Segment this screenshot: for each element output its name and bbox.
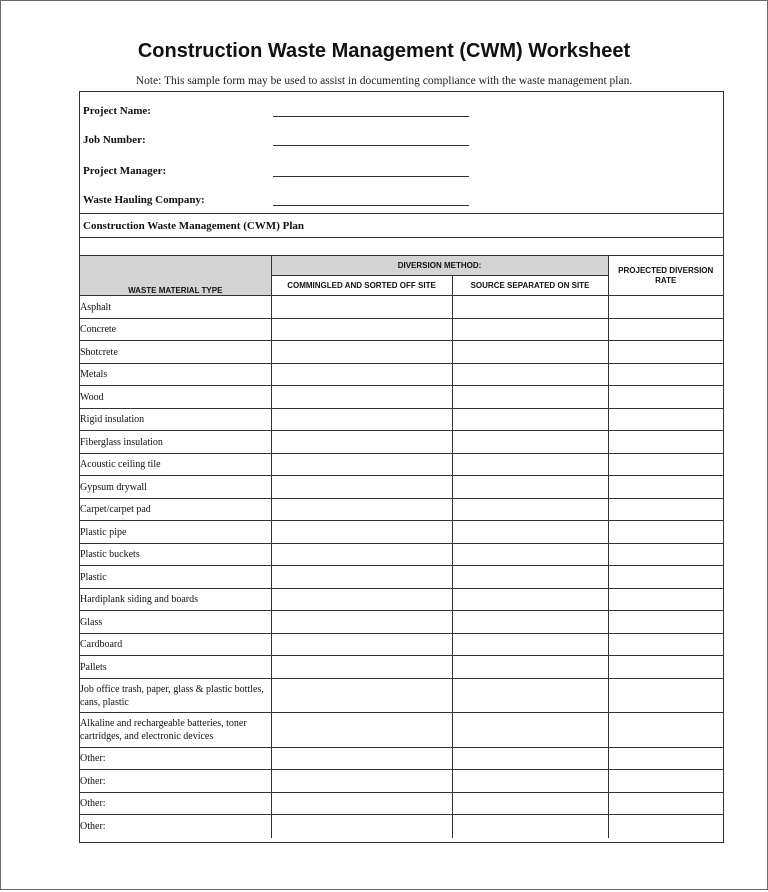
projected-rate-cell[interactable] — [608, 409, 723, 431]
project-name-field[interactable] — [273, 116, 469, 117]
table-row — [80, 634, 723, 656]
projected-rate-cell[interactable] — [608, 476, 723, 499]
source-separated-cell[interactable] — [452, 499, 608, 521]
source-separated-cell[interactable] — [452, 476, 608, 499]
material-type-cell: Fiberglass insulation — [80, 431, 271, 454]
commingled-cell[interactable] — [271, 611, 452, 634]
table-row — [80, 476, 723, 499]
table-row — [80, 454, 723, 476]
table-row — [80, 656, 723, 679]
source-separated-cell[interactable] — [452, 454, 608, 476]
table-row — [80, 589, 723, 611]
table-row — [80, 296, 723, 319]
material-type-cell: Rigid insulation — [80, 409, 271, 431]
projected-rate-cell[interactable] — [608, 341, 723, 364]
material-type-cell: Pallets — [80, 656, 271, 679]
commingled-header: COMMINGLED AND SORTED OFF SITE — [271, 276, 452, 296]
projected-rate-cell[interactable] — [608, 770, 723, 793]
table-row — [80, 748, 723, 770]
material-type-cell: Plastic — [80, 566, 271, 589]
commingled-cell[interactable] — [271, 770, 452, 793]
material-type-cell: Job office trash, paper, glass & plastic bottles, cans, plastic — [80, 679, 271, 713]
commingled-cell[interactable] — [271, 476, 452, 499]
commingled-cell[interactable] — [271, 386, 452, 409]
projected-rate-cell[interactable] — [608, 656, 723, 679]
project-info-section — [80, 92, 723, 214]
source-separated-cell[interactable] — [452, 748, 608, 770]
commingled-cell[interactable] — [271, 748, 452, 770]
table-row — [80, 566, 723, 589]
project-name-label: Project Name: — [83, 105, 151, 117]
commingled-cell[interactable] — [271, 713, 452, 748]
table-row — [80, 793, 723, 815]
project-manager-label: Project Manager: — [83, 165, 167, 177]
projected-rate-cell[interactable] — [608, 454, 723, 476]
projected-rate-cell[interactable] — [608, 386, 723, 409]
table-row — [80, 713, 723, 748]
material-type-cell: Plastic pipe — [80, 521, 271, 544]
commingled-cell[interactable] — [271, 341, 452, 364]
project-name-row — [80, 102, 723, 122]
material-type-cell: Hardiplank siding and boards — [80, 589, 271, 611]
waste-hauling-company-field[interactable] — [273, 205, 469, 206]
commingled-cell[interactable] — [271, 296, 452, 319]
table-row — [80, 409, 723, 431]
projected-rate-cell[interactable] — [608, 793, 723, 815]
table-row — [80, 679, 723, 713]
projected-rate-cell[interactable] — [608, 748, 723, 770]
table-row — [80, 319, 723, 341]
cwm-plan-row — [80, 213, 723, 238]
projected-rate-cell[interactable] — [608, 544, 723, 566]
waste-hauling-company-row — [80, 191, 723, 211]
diversion-method-header: DIVERSION METHOD: — [271, 256, 608, 276]
projected-rate-cell[interactable] — [608, 521, 723, 544]
projected-rate-cell[interactable] — [608, 319, 723, 341]
commingled-cell[interactable] — [271, 319, 452, 341]
material-type-cell: Other: — [80, 793, 271, 815]
projected-rate-cell[interactable] — [608, 815, 723, 838]
material-type-cell: Metals — [80, 364, 271, 386]
worksheet-form — [79, 91, 724, 843]
job-number-field[interactable] — [273, 145, 469, 146]
waste-hauling-company-label: Waste Hauling Company: — [83, 194, 205, 206]
commingled-cell[interactable] — [271, 589, 452, 611]
commingled-cell[interactable] — [271, 634, 452, 656]
material-type-cell: Cardboard — [80, 634, 271, 656]
projected-rate-cell[interactable] — [608, 499, 723, 521]
source-separated-cell[interactable] — [452, 793, 608, 815]
commingled-cell[interactable] — [271, 656, 452, 679]
projected-rate-cell[interactable] — [608, 296, 723, 319]
material-type-cell: Other: — [80, 770, 271, 793]
project-manager-field[interactable] — [273, 176, 469, 177]
source-separated-cell[interactable] — [452, 566, 608, 589]
worksheet-title: Construction Waste Management (CWM) Worksheet — [137, 40, 631, 62]
table-row — [80, 431, 723, 454]
material-type-cell: Concrete — [80, 319, 271, 341]
commingled-cell[interactable] — [271, 431, 452, 454]
table-row — [80, 544, 723, 566]
table-row — [80, 770, 723, 793]
table-row — [80, 386, 723, 409]
table-row — [80, 341, 723, 364]
source-separated-cell[interactable] — [452, 770, 608, 793]
job-number-row — [80, 131, 723, 151]
material-type-cell: Gypsum drywall — [80, 476, 271, 499]
source-separated-cell[interactable] — [452, 544, 608, 566]
job-number-label: Job Number: — [83, 134, 146, 146]
commingled-cell[interactable] — [271, 521, 452, 544]
material-type-cell: Acoustic ceiling tile — [80, 454, 271, 476]
project-manager-row — [80, 162, 723, 182]
source-separated-cell[interactable] — [452, 634, 608, 656]
plan-blank-row[interactable] — [80, 237, 723, 256]
projected-rate-cell[interactable] — [608, 679, 723, 713]
material-type-cell: Asphalt — [80, 296, 271, 319]
material-type-cell: Other: — [80, 815, 271, 838]
commingled-cell[interactable] — [271, 566, 452, 589]
material-type-header: WASTE MATERIAL TYPE — [80, 256, 271, 296]
source-separated-cell[interactable] — [452, 656, 608, 679]
material-type-cell: Glass — [80, 611, 271, 634]
source-separated-cell[interactable] — [452, 386, 608, 409]
source-separated-cell[interactable] — [452, 679, 608, 713]
material-type-cell: Plastic buckets — [80, 544, 271, 566]
commingled-cell[interactable] — [271, 499, 452, 521]
material-type-cell: Carpet/carpet pad — [80, 499, 271, 521]
source-separated-cell[interactable] — [452, 296, 608, 319]
source-separated-cell[interactable] — [452, 611, 608, 634]
source-separated-cell[interactable] — [452, 319, 608, 341]
cwm-plan-label: Construction Waste Management (CWM) Plan — [83, 220, 304, 232]
commingled-cell[interactable] — [271, 409, 452, 431]
commingled-cell[interactable] — [271, 454, 452, 476]
commingled-cell[interactable] — [271, 815, 452, 838]
source-separated-cell[interactable] — [452, 341, 608, 364]
projected-rate-cell[interactable] — [608, 611, 723, 634]
commingled-cell[interactable] — [271, 793, 452, 815]
projected-rate-cell[interactable] — [608, 364, 723, 386]
source-separated-cell[interactable] — [452, 815, 608, 838]
table-row — [80, 611, 723, 634]
source-separated-cell[interactable] — [452, 431, 608, 454]
projected-rate-cell[interactable] — [608, 634, 723, 656]
material-type-cell: Wood — [80, 386, 271, 409]
table-body — [80, 296, 723, 838]
source-separated-header: SOURCE SEPARATED ON SITE — [452, 276, 608, 296]
material-type-cell: Shotcrete — [80, 341, 271, 364]
source-separated-cell[interactable] — [452, 713, 608, 748]
projected-rate-cell[interactable] — [608, 589, 723, 611]
material-type-cell: Alkaline and rechargeable batteries, toner cartridges, and electronic devices — [80, 713, 271, 748]
material-type-cell: Other: — [80, 748, 271, 770]
source-separated-cell[interactable] — [452, 409, 608, 431]
projected-rate-cell[interactable] — [608, 431, 723, 454]
commingled-cell[interactable] — [271, 544, 452, 566]
table-row — [80, 521, 723, 544]
commingled-cell[interactable] — [271, 364, 452, 386]
commingled-cell[interactable] — [271, 679, 452, 713]
projected-rate-cell[interactable] — [608, 566, 723, 589]
projected-rate-cell[interactable] — [608, 713, 723, 748]
projected-diversion-rate-header: PROJECTED DIVERSION RATE — [608, 256, 723, 296]
source-separated-cell[interactable] — [452, 589, 608, 611]
worksheet-note: Note: This sample form may be used to assist in documenting compliance with the waste management plan. — [135, 75, 633, 87]
source-separated-cell[interactable] — [452, 521, 608, 544]
source-separated-cell[interactable] — [452, 364, 608, 386]
table-row — [80, 815, 723, 838]
table-row — [80, 499, 723, 521]
waste-material-table — [80, 255, 723, 838]
table-row — [80, 364, 723, 386]
